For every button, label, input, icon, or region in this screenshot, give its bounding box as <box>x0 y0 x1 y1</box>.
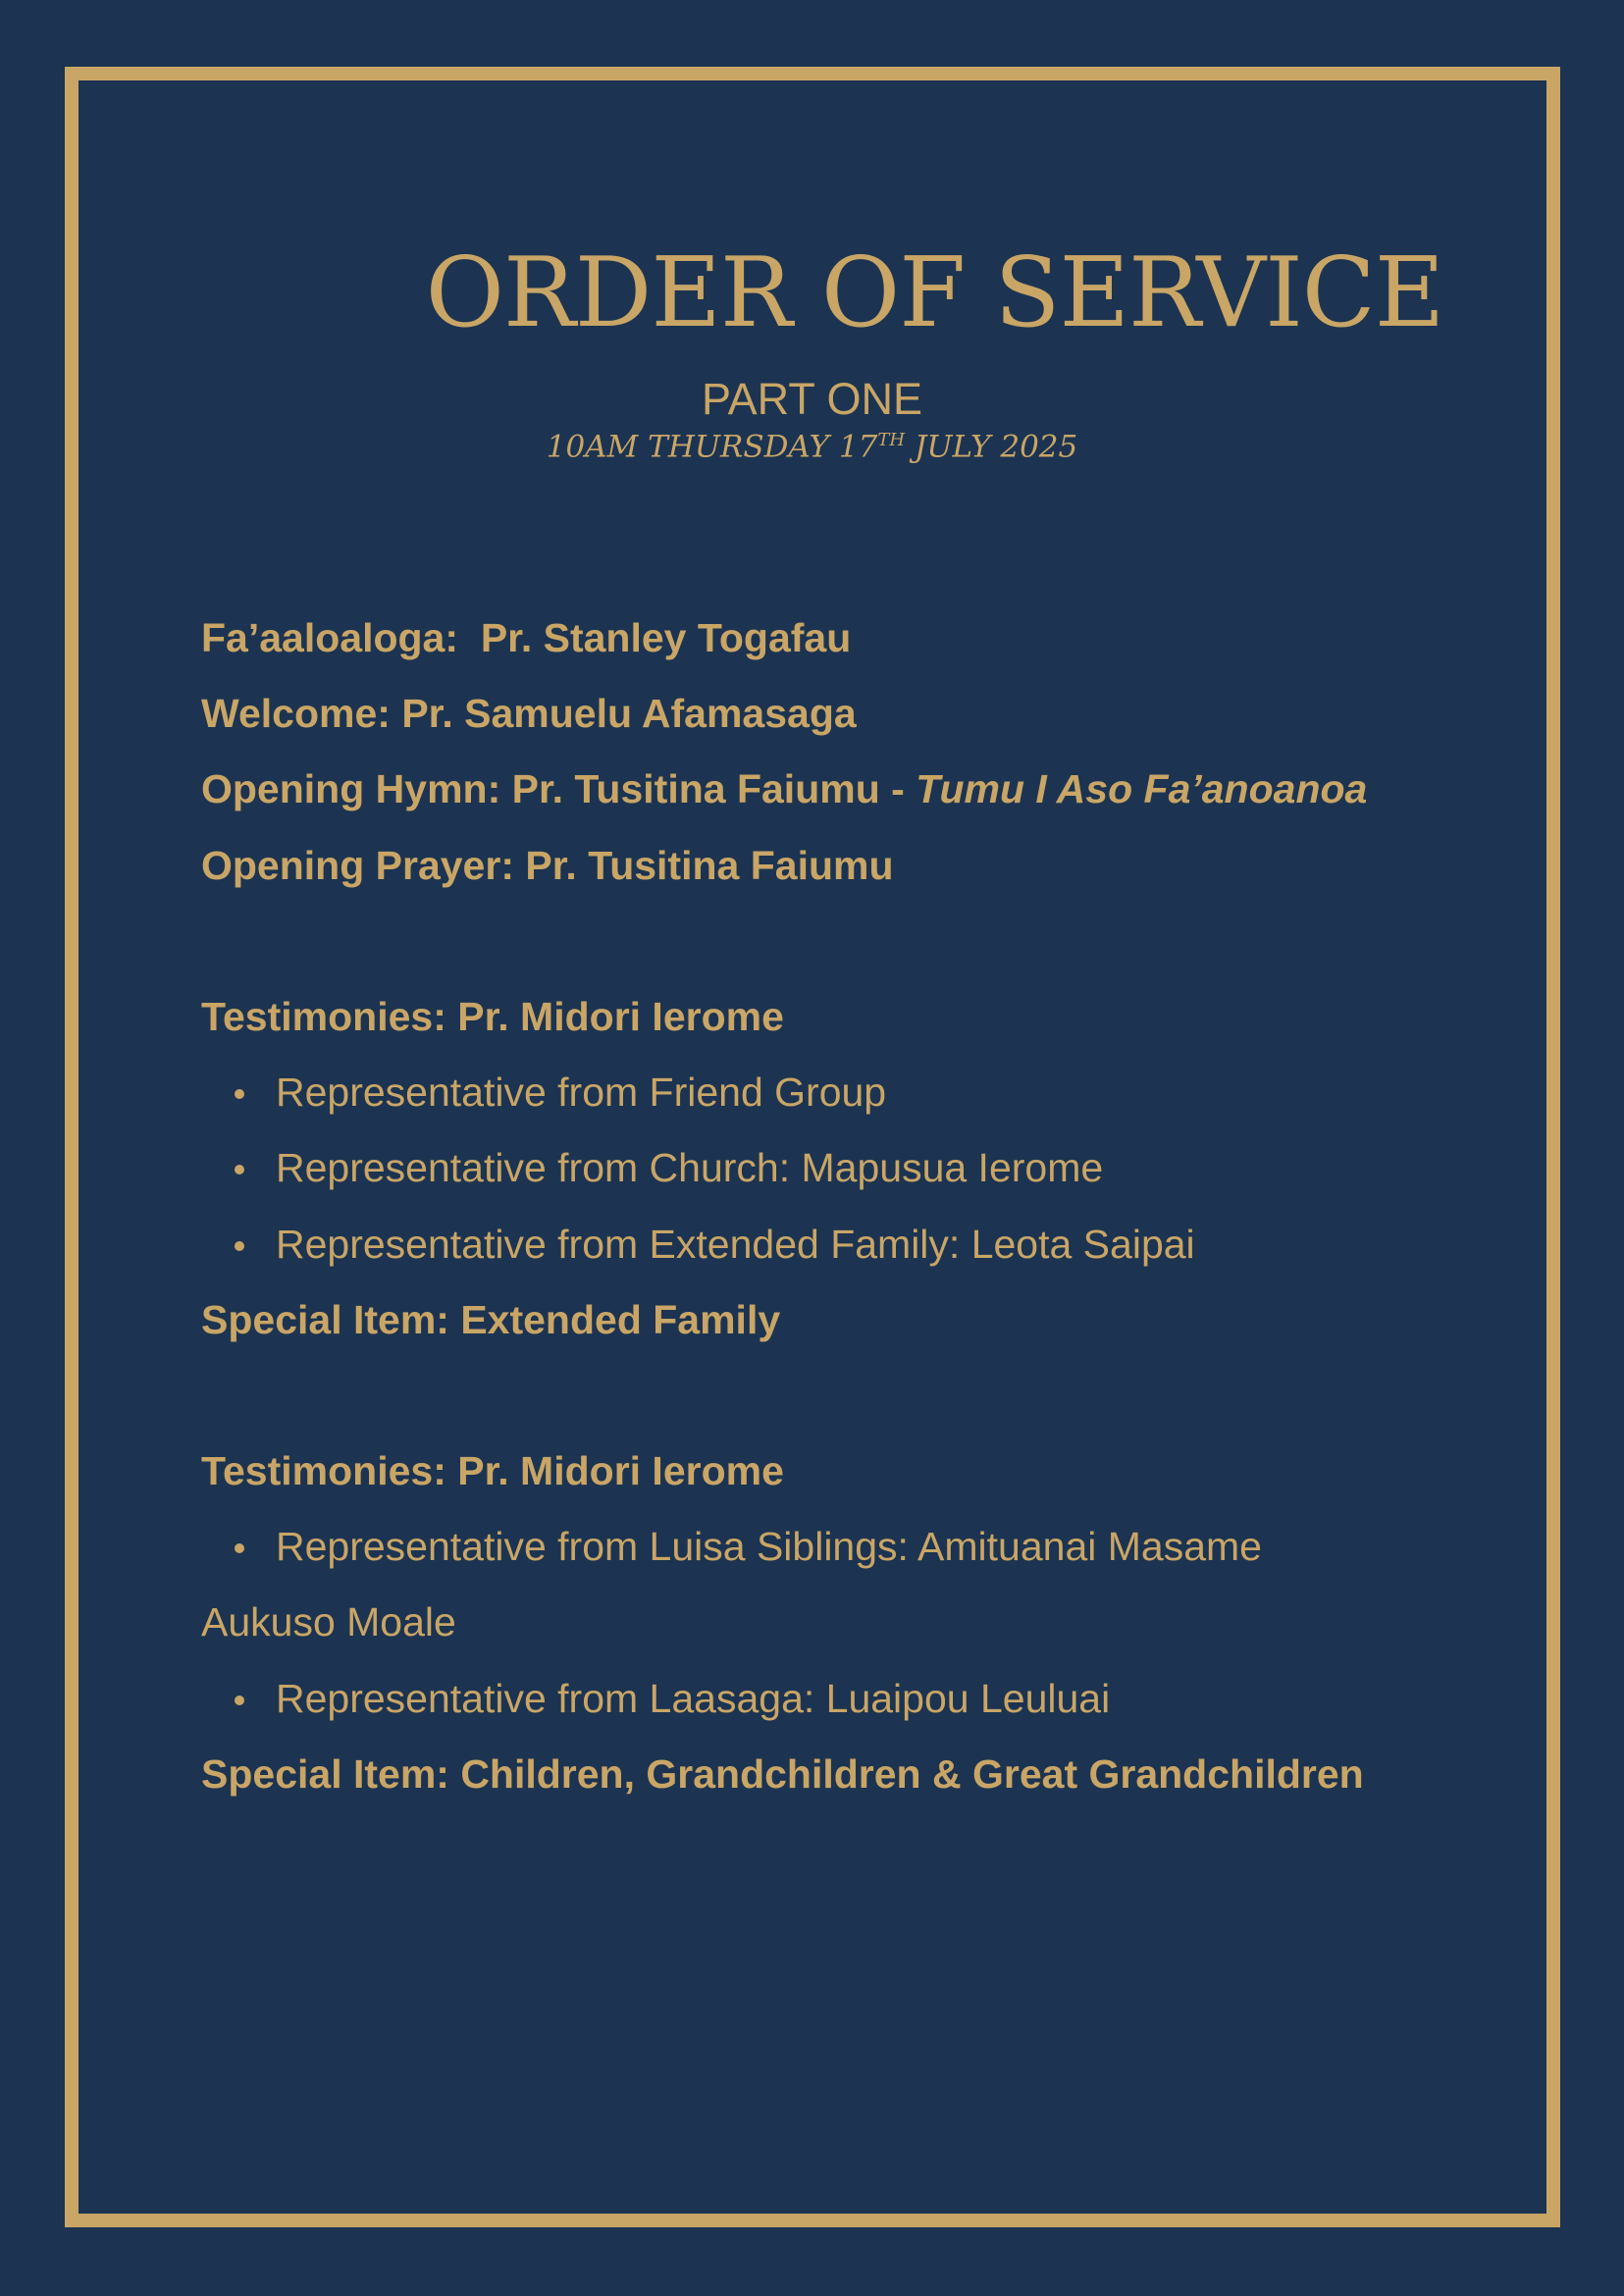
page-title: ORDER OF SERVICE <box>425 237 1444 349</box>
opening-prayer-label: Opening Prayer: <box>201 842 526 888</box>
testimonies-heading-1: Testimonies: Pr. Midori Ierome <box>201 993 784 1039</box>
list-item-text: Representative from Laasaga: Luaipou Leuluai <box>276 1675 1111 1721</box>
special-item-1: Special Item: Extended Family <box>201 1296 781 1342</box>
list-item <box>201 1130 1496 1206</box>
list-item <box>201 1207 1496 1282</box>
faaaloaloga-line <box>201 600 1496 676</box>
date-ordinal-suffix: TH <box>877 430 906 450</box>
date-line <box>0 429 1624 465</box>
opening-hymn-label: Opening Hymn: <box>201 766 512 812</box>
bullet-icon <box>235 1696 244 1705</box>
list-item <box>201 1661 1496 1737</box>
faaaloaloga-label: Fa’aaloaloga: <box>201 615 481 660</box>
welcome-label: Welcome: <box>201 691 402 737</box>
welcome-value: Pr. Samuelu Afamasaga <box>401 691 857 737</box>
list-item-text: Representative from Friend Group <box>276 1070 887 1116</box>
opening-prayer-line <box>201 828 1496 904</box>
testimonies-heading-2: Testimonies: Pr. Midori Ierome <box>201 1448 784 1494</box>
bullet-icon <box>235 1165 244 1174</box>
opening-hymn-line <box>201 752 1496 827</box>
bullet-icon <box>235 1089 244 1099</box>
opening-prayer-value: Pr. Tusitina Faiumu <box>525 842 894 888</box>
list-item <box>201 1055 1496 1130</box>
part-subtitle: PART ONE <box>701 374 923 424</box>
list-item-text: Representative from Church: Mapusua Ierome <box>276 1145 1104 1191</box>
section-spacer <box>201 904 1496 979</box>
section-spacer <box>201 1358 1496 1434</box>
special-item-2: Special Item: Children, Grandchildren & Great Grandchildren <box>201 1750 1364 1797</box>
faaaloaloga-value: Pr. Stanley Togafau <box>480 615 852 660</box>
welcome-line <box>201 676 1496 752</box>
date-text: 10AM THURSDAY 17 <box>546 429 878 465</box>
list-item-text: Representative from Extended Family: Leota Saipai <box>276 1221 1195 1267</box>
bullet-icon <box>235 1241 244 1251</box>
list-item <box>201 1509 1496 1585</box>
opening-hymn-value: Pr. Tusitina Faiumu - <box>511 766 917 812</box>
bullet-icon <box>235 1543 244 1553</box>
date-month-year: JULY 2025 <box>905 429 1078 465</box>
hymn-title: Tumu I Aso Fa’anoanoa <box>916 766 1368 812</box>
order-of-service-list <box>201 600 1496 1812</box>
list-item-continuation: Aukuso Moale <box>201 1599 456 1645</box>
list-item-text: Representative from Luisa Siblings: Amituanai Masame <box>276 1524 1262 1570</box>
